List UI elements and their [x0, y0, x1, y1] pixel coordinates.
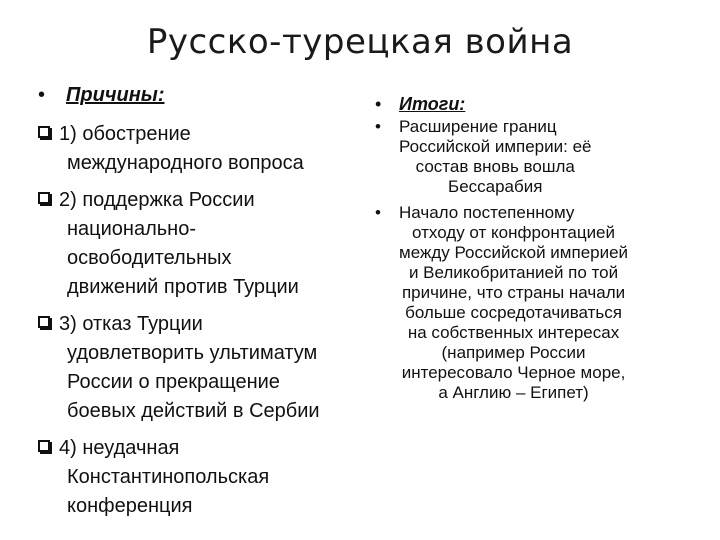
cause-item-text [59, 434, 368, 521]
result-item-text [399, 203, 628, 403]
result-line: больше сосредотачиваться [405, 303, 622, 322]
cause-line: 1) обострение [59, 123, 191, 145]
cause-line: удовлетворить ультиматум [67, 342, 318, 364]
result-line: Начало постепенному [399, 203, 575, 222]
cause-item-text [59, 186, 368, 302]
results-heading-row [375, 93, 695, 115]
causes-heading-row [38, 84, 368, 106]
cause-line: 2) поддержка России [59, 189, 255, 211]
cause-item-text [59, 120, 368, 178]
result-line: состав вновь вошла [415, 157, 575, 176]
checkbox-bullet-icon [38, 192, 50, 204]
cause-item [38, 120, 368, 178]
cause-line: национально- [67, 218, 197, 240]
result-line: интересовало Черное море, [401, 363, 626, 382]
checkbox-bullet-icon [38, 126, 50, 138]
cause-line: движений против Турции [67, 276, 299, 298]
bullet-icon: • [375, 94, 382, 114]
result-line: причине, что страны начали [401, 283, 626, 302]
bullet-icon: • [375, 203, 381, 222]
result-line: Российской империи: её [399, 137, 592, 156]
causes-heading: Причины: [66, 84, 165, 106]
bullet-icon: • [375, 117, 381, 136]
causes-column [38, 84, 368, 521]
cause-item [38, 434, 368, 521]
result-line: Бессарабия [448, 177, 543, 196]
cause-item [38, 310, 368, 426]
result-item-text [399, 117, 592, 197]
result-line: Расширение границ [399, 117, 557, 136]
cause-line: 4) неудачная [59, 437, 180, 459]
result-item [375, 203, 695, 403]
cause-item-text [59, 310, 368, 426]
cause-line: международного вопроса [67, 152, 304, 174]
checkbox-bullet-icon [38, 440, 50, 452]
result-line: и Великобританией по той [408, 263, 619, 282]
result-line: (например России [441, 343, 586, 362]
result-line: отходу от конфронтацией [412, 223, 616, 242]
result-line: на собственных интересах [407, 323, 620, 342]
cause-line: конференция [67, 495, 193, 517]
results-column [375, 91, 695, 403]
cause-line: 3) отказ Турции [59, 313, 203, 335]
result-line: между Российской империей [399, 243, 629, 262]
results-heading: Итоги: [399, 94, 466, 114]
bullet-icon: • [38, 84, 46, 106]
result-item [375, 117, 695, 197]
cause-line: Константинопольская [67, 466, 270, 488]
cause-line: России о прекращение [67, 371, 280, 393]
result-line: а Англию – Египет) [438, 383, 589, 402]
cause-line: боевых действий в Сербии [67, 400, 320, 422]
checkbox-bullet-icon [38, 316, 50, 328]
cause-line: освободительных [67, 247, 232, 269]
slide-title: Русско-турецкая война [146, 22, 574, 62]
cause-item [38, 186, 368, 302]
